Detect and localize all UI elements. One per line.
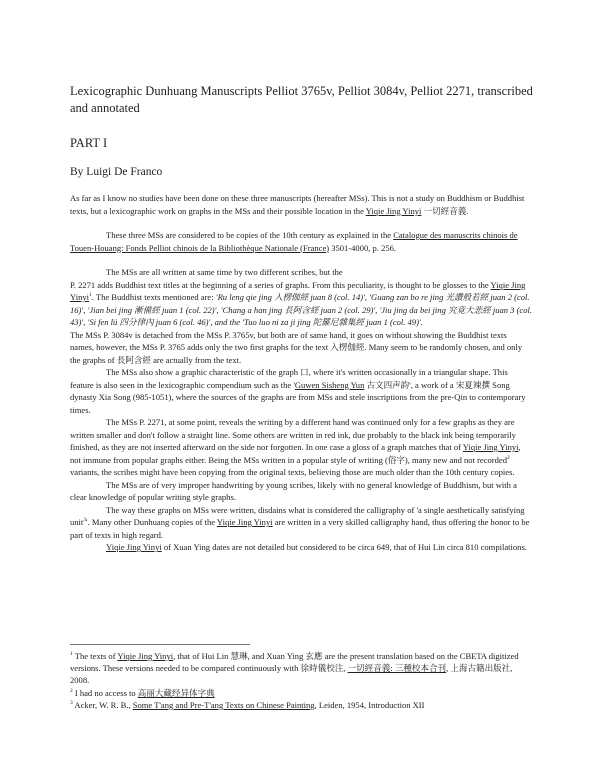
paragraph-graph-kou: The MSs also show a graphic characteristic of the graph 口, where it's written occasionally in a triangular shape. This feature is also seen in the lexicographic compendium such as the 'Guwen Sisheng Yun 古文四声韵', a work of a 宋夏竦撰 Song dynasty Xia Song (985-1051), where the sources of the graphs are from MSs and stele inscriptions from the pre-Qin to contemporary times.	[70, 367, 526, 415]
link-yiqie-jing-yinyi[interactable]: Yiqie Jing Yinyi	[117, 651, 174, 661]
link-acker-texts[interactable]: Some T'ang and Pre-T'ang Texts on Chinese Painting	[132, 699, 315, 710]
paragraph-calligraphy: The way these graphs on MSs were written, disdains what is considered the calligraphy of 'a single aesthetically satisfying unit$^3$'. Many other Dunhuang copies of the Yiqie Jing Yinyi are written in a very skilled calligraphy hand, thus offering the honor to be part of texts in high regard.	[70, 504, 530, 540]
body-text	[70, 192, 532, 554]
link-yiqie-jing-yinyi[interactable]: Yiqie Jing Yinyi	[70, 279, 526, 302]
link-sanzhong-jiaoben[interactable]: 一切經音義: 三種校本合刊	[347, 663, 447, 674]
part-heading: PART I	[70, 136, 108, 150]
link-yiqie-jing-yinyi[interactable]: Yiqie Jing Yinyi	[216, 517, 273, 527]
footnote-ref-2[interactable]: 2	[506, 454, 510, 461]
footnote-ref-1[interactable]: 1	[89, 292, 92, 299]
footnote-ref-3[interactable]: 3	[83, 517, 87, 524]
link-catalogue[interactable]: Catalogue des manuscrits chinois de Touen-Houang: Fonds Pelliot chinois de la Bibliothèque Nationale (France)	[70, 230, 518, 253]
paragraph-p3084v: The MSs P. 3084v is detached from the MSs P. 3765v, but both are of same hand, it goes on without showing the Buddhist texts names, however, the MSs P. 3765 adds only the two first graphs for the text 入楞伽經. Many seem to be randomly chosen, and only the graphs of 長阿含經 are actually from the text.	[70, 329, 523, 365]
footnotes	[70, 650, 532, 711]
paragraph-different-hand: The MSs P. 2271, at some point, reveals the writing by a different hand was continued only for a few graphs as they are written smaller and don't follow a straight line. Some others are written in red ink, due probably to the black ink being temporarily finished, as they are not inserted afterward on the side nor forgotten. In one case a gloss of a graph matches that of Yiqie Jing Yinyi, not immune from popular graphs either. Being the MSs written in a popular style of writing (俗字), many new and not recorded$^2$ variants, the scribes might have been copying from the original texts, believing those are much older than the 10th century copies.	[70, 417, 521, 477]
document-title: Lexicographic Dunhuang Manuscripts Pelliot 3765v, Pelliot 3084v, Pelliot 2271, transcribed and annotated	[70, 84, 533, 115]
paragraph-scribes: The MSs are all written at same time by two different scribes, but the	[106, 267, 343, 277]
footnote-1: $^1$ The texts of Yiqie Jing Yinyi, that of Hui Lin 慧琳, and Xuan Ying 玄應 are the present translation based on the CBETA digitized versions. These versions needed to be compared continuously with 徐時儀校注, 一切經音義: 三種校本合刊, 上海古籍出版社, 2008.	[70, 651, 519, 686]
paragraph-intro: As far as I know no studies have been done on these three manuscripts (hereafter MSs). This is not a study on Buddhism or Buddhist texts, but a lexicographic work on graphs in the MSs and their possible location in the Yiqie Jing Yinyi 一切經音義.	[70, 193, 525, 216]
paragraph-dates: Yiqie Jing Yinyi of Xuan Ying dates are not detailed but considered to be circa 649, that of Hui Lin circa 810 compilations.	[106, 542, 527, 552]
link-guwen-sisheng-yun[interactable]: Guwen Sisheng Yun	[294, 379, 365, 390]
link-yiqie-jing-yinyi[interactable]: Yiqie Jing Yinyi	[462, 442, 519, 452]
footnote-3: $^3$ Acker, W. R. B., Some T'ang and Pre-T'ang Texts on Chinese Painting, Leiden, 1954, Introduction XII	[70, 699, 425, 710]
paragraph-handwriting: The MSs are of very improper handwriting by young scribes, likely with no general knowledge of Buddhism, but with a clear knowledge of popular writing style graphs.	[70, 479, 517, 502]
link-yiqie-jing-yinyi[interactable]: Yiqie Jing Yinyi	[365, 205, 422, 216]
footnote-divider	[70, 644, 250, 645]
link-goryeo-variant-dictionary[interactable]: 高丽大藏经异体字典	[137, 687, 215, 698]
paragraph-dating: These three MSs are considered to be copies of the 10th century as explained in the Catalogue des manuscrits chinois de Touen-Houang: Fonds Pelliot chinois de la Bibliothèque Nationale (France) 3501-4000, p. 256.	[70, 230, 518, 253]
paragraph-p2271: P. 2271 adds Buddhist text titles at the beginning of a series of graphs. From this peculiarity, is thought to be glosses to the Yiqie Jing Yinyi$^1$. The Buddhist texts mentioned are: 'Ru leng qie jing 入楞伽經 juan 8 (col. 14)', 'Guang zan bo re jing 光讚般若經 juan 2 (col. 16)', 'Jian bei jing 漸備經 juan 1 (col. 22)', 'Chang a han jing 長阿含經 juan 2 (col. 29)', 'Jiu jing da bei jing 究竟大悲經 juan 3 (col. 43)', 'Si fen lü 四分律內 juan 6 (col. 46)', and the 'Tuo luo ni za ji jing 陀羅尼雜集經 juan 1 (col. 49)'.	[70, 279, 533, 327]
link-yiqie-jing-yinyi[interactable]: Yiqie Jing Yinyi	[106, 542, 162, 552]
author-byline: By Luigi De Franco	[70, 166, 163, 178]
footnote-2: $^2$ I had no access to 高丽大藏经异体字典	[70, 687, 215, 698]
